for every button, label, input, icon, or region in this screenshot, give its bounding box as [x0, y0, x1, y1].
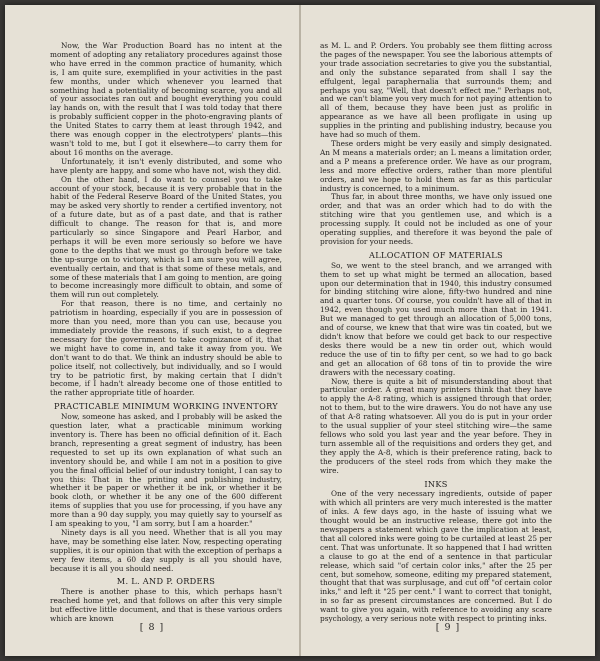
section-heading: ALLOCATION OF MATERIALS — [369, 249, 503, 260]
right-text-column — [320, 42, 552, 624]
left-text-column — [50, 42, 282, 624]
paragraph: So, we went to the steel branch, and we arranged with them to set up what might be termed an allocation, based upon our determination that in 1940, this industry consumed for binding stitching wire alone, fifty-two hundred and nine and a quarter tons. Of course, you couldn't have all of that in 1942, even though you used much more than that in 1941. But we managed to get through an allocation of 5,000 tons, and of course, we knew that that wire was tin coated, but we didn't know that before we could get back to our respective desks there would be a new tin order out, which would reduce the use of tin to fifty per cent, so we had to go back and get an allocation of 68 tons of tin to provide the wire drawers with the necessary coating. — [320, 260, 552, 377]
paragraph: These orders might be very easily and simply designated. An M means a materials order; an L means a limitation order, and a P means a preference order. We have as our program, less and more effective orders, rather than more plentiful orders, and we hope to hold them as far as this particular industry is concerned, to a minimum. — [320, 138, 552, 193]
paragraph: as M. L. and P. Orders. You probably see them flitting across the pages of the newspaper. You see the laborious attempts of your trade association secretaries to give you the substantial, and only the substance separated from shall I say the effulgent, legal paraphernalia that surrounds them; and perhaps you say, "Well, that doesn't effect me." Perhaps not, and we can't blame you very much for not paying attention to all of them, because they have been just as prolific in appearance as we have all been profligate in using up supplies in the printing and publishing industry, because you have had so much of them. — [320, 41, 552, 140]
paragraph: For that reason, there is no time, and certainly no patriotism in hoarding, especially if you are in possession of more than you need, more than you can use, because you immediately provide the reasons, if such exist, to a degree necessary for the government to take cognizance of it, that we might have to come in, and take it away from you. We don't want to do that. We think an industry should be able to police itself, not collectively, but individually, and so I would try to be patriotic first, by making certain that I didn't become, if I hadn't already become one of those entitled to the rather appropriate title of hoarder. — [50, 299, 282, 398]
paragraph: Unfortunately, it isn't evenly distributed, and some who have plenty are happy, and some who have not, wish they did. — [50, 156, 282, 175]
paragraph: Ninety days is all you need. Whether that is all you may have, may be something else later. Now, respecting operating supplies, it is our opinion that with the exception of perhaps a very few items, a 60 day supply is all you should have, because it is all you should need. — [50, 527, 282, 573]
page-number: [ 8 ] — [139, 622, 165, 633]
left-page — [5, 5, 299, 656]
paragraph: Now, someone has asked, and I probably will be asked the question later, what a practicable minimum working inventory is. There has been no official definition of it. Each branch, representing a great segment of industry, has been requested to set up its own explanation of what such an inventory should be, and while I am not in a position to give you the final official belief of our industry tonight, I can say to you this: That in the printing and publishing industry, whether it be paper or whether it be ink, or whether it be book cloth, or whether it be any one of the 600 different items of supplies that you use for processing, if you have any more than a 90 day supply, you may quietly say to yourself as I am speaking to you, "I am sorry, but I am a hoarder." — [50, 412, 282, 529]
paragraph: Now, there is quite a bit of misunderstanding about that particular order. A great many printers think that they have to apply the A-8 rating, which is assigned through that order, not to them, but to the wire drawers. You do not have any use of that A-8 rating whatsoever. All you do is put in your order to the usual supplier of your steel stitching wire—the same fellows who sold you last year and the year before. They in turn assemble all of the requisitions and orders they get, and they apply the A-8, which is their preference rating, back to the producers of the steel rods from which they make the wire. — [320, 376, 552, 475]
section-heading: M. L. AND P. ORDERS — [116, 576, 216, 587]
paragraph: Thus far, in about three months, we have only issued one order, and that was an order which had to do with the stitching wire that you gentlemen use, and which is a processing supply. It could not be included as one of your operating supplies, and therefore it was beyond the pale of provision for your needs. — [320, 192, 552, 246]
section-heading: INKS — [424, 478, 448, 489]
page-number: [ 9 ] — [435, 622, 461, 633]
book-spread — [5, 5, 595, 656]
paragraph: There is another phase to this, which perhaps hasn't reached home yet, and that follows on after this very simple but effective little document, and that is these various orders which are known — [50, 587, 282, 624]
section-heading: PRACTICABLE MINIMUM WORKING INVENTORY — [53, 401, 279, 412]
right-page — [301, 5, 595, 656]
paragraph: On the other hand, I do want to counsel you to take account of your stock, because it is very probable that in the habit of the Federal Reserve Board of the United States, you may be asked very shortly to render a certified inventory, not of a future date, but as of a past date, and that is rather difficult to change. The reason for that is, and more particularly so since Singapore and Pearl Harbor, and perhaps it will be even more seriously so before we have gone to the depths that we must go through before we take the up-surge on to victory, which is I am sure you will agree, eventually certain, and that is that some of these metals, and some of these materials that I am going to mention, are going to become increasingly more difficult to obtain, and some of them will run out completely. — [50, 174, 282, 300]
paragraph: One of the very necessary ingredients, outside of paper with which all printers are very much interested is the matter of inks. A few days ago, in the haste of issuing what we thought would be an instructive release, there got into the newspapers a statement which gave the implication at least, that all colored inks were going to be curtailed at least 25 per cent. That was unfortunate. It so happened that I had written a clause to go at the end of a sentence in that particular release, which said "of certain color inks," after the 25 per cent, but somehow, someone, editing my prepared statement, thought that that was surplusage, and cut off "of certain color inks," and left it "25 per cent." I want to correct that tonight, in so far as present circumstances are concerned. But I do want to give you again, with reference to avoiding any scare psychology, a very serious note with respect to printing inks. — [320, 489, 552, 624]
paragraph: Now, the War Production Board has no intent at the moment of adopting any retaliatory procedures against those who have erred in the common practice of humanity, which is, I am quite sure, exemplified in your activities in the past few months, under which whenever you learned that something had a potentiality of becoming scarce, you and all of your associates ran out and bought everything you could lay hands on, with the result that I was told today that there is probably sufficient copper in the photo-engraving plants of the United States to carry them at least through 1942, and there was enough copper in the electrotypers' plants—this wasn't told to me, but I got it elsewhere—to carry them for about 16 months on the average. — [50, 41, 282, 157]
